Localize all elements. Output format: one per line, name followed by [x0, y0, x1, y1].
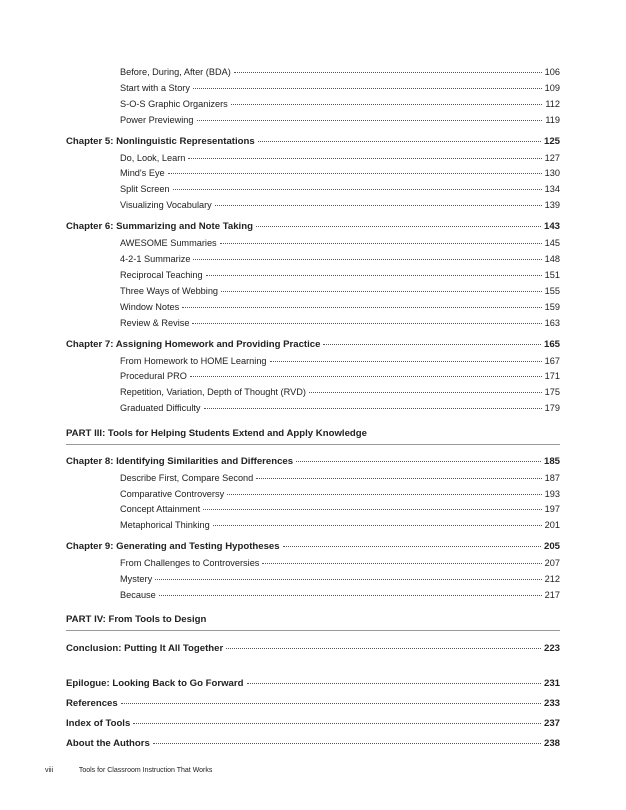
entry-page-number: 179: [544, 403, 560, 413]
toc-chapter-entry[interactable]: [66, 643, 560, 655]
toc-entry[interactable]: [120, 66, 560, 78]
part-heading: [66, 428, 560, 445]
dot-leader: [231, 104, 543, 105]
entry-title: Chapter 5: Nonlinguistic Representations: [66, 136, 255, 147]
dot-leader: [155, 579, 542, 580]
entry-page-number: 112: [545, 99, 560, 109]
entry-title: Three Ways of Webbing: [120, 286, 219, 296]
dot-leader: [227, 494, 541, 495]
dot-leader: [247, 683, 541, 684]
entry-title: AWESOME Summaries: [120, 238, 217, 248]
toc-entry[interactable]: [120, 285, 560, 297]
dot-leader: [203, 509, 541, 510]
part-divider: [66, 444, 560, 445]
entry-page-number: 145: [544, 238, 560, 248]
dot-leader: [215, 205, 542, 206]
entry-page-number: 167: [544, 356, 560, 366]
dot-leader: [296, 461, 541, 462]
toc-entry[interactable]: [120, 98, 560, 110]
toc-chapter-entry[interactable]: [66, 221, 560, 233]
entry-title: 4-2-1 Summarize: [120, 254, 191, 264]
dot-leader: [234, 72, 542, 73]
dot-leader: [204, 408, 542, 409]
dot-leader: [121, 703, 541, 704]
toc-entry[interactable]: [120, 557, 560, 569]
entry-title: Metaphorical Thinking: [120, 520, 210, 530]
dot-leader: [256, 478, 541, 479]
dot-leader: [133, 723, 541, 724]
dot-leader: [168, 173, 542, 174]
entry-page-number: 233: [543, 698, 560, 709]
dot-leader: [256, 226, 541, 227]
entry-page-number: 139: [544, 200, 560, 210]
entry-page-number: 127: [544, 153, 560, 163]
part-divider: [66, 630, 560, 631]
dot-leader: [173, 189, 542, 190]
toc-chapter-entry[interactable]: [66, 136, 560, 148]
dot-leader: [220, 243, 542, 244]
entry-title: Graduated Difficulty: [120, 403, 201, 413]
toc-chapter-entry[interactable]: [66, 698, 560, 710]
entry-title: Mind's Eye: [120, 168, 165, 178]
entry-title: Window Notes: [120, 302, 180, 312]
entry-title: Chapter 7: Assigning Homework and Providing Practice: [66, 339, 321, 350]
toc-entry[interactable]: [120, 488, 560, 500]
toc-chapter-entry[interactable]: [66, 718, 560, 730]
entry-page-number: 159: [544, 302, 560, 312]
entry-page-number: 237: [543, 718, 560, 729]
entry-page-number: 106: [544, 67, 560, 77]
entry-page-number: 201: [544, 520, 560, 530]
dot-leader: [188, 158, 541, 159]
entry-title: Start with a Story: [120, 83, 190, 93]
toc-entry[interactable]: [120, 82, 560, 94]
entry-title: Power Previewing: [120, 115, 194, 125]
toc-entry[interactable]: [120, 237, 560, 249]
dot-leader: [309, 392, 542, 393]
entry-page-number: 205: [543, 541, 560, 552]
toc-entry[interactable]: [120, 519, 560, 531]
entry-title: Do, Look, Learn: [120, 153, 186, 163]
entry-title: References: [66, 698, 118, 709]
dot-leader: [283, 546, 541, 547]
entry-title: Conclusion: Putting It All Together: [66, 643, 224, 654]
dot-leader: [197, 120, 543, 121]
entry-title: Chapter 9: Generating and Testing Hypotheses: [66, 541, 280, 552]
toc-entry[interactable]: [120, 589, 560, 601]
toc-entry[interactable]: [120, 167, 560, 179]
toc-chapter-entry[interactable]: [66, 339, 560, 351]
entry-title: From Challenges to Controversies: [120, 558, 260, 568]
entry-page-number: 109: [544, 83, 560, 93]
toc-chapter-entry[interactable]: [66, 678, 560, 690]
entry-page-number: 163: [544, 318, 560, 328]
toc-entry[interactable]: [120, 370, 560, 382]
entry-title: Reciprocal Teaching: [120, 270, 203, 280]
dot-leader: [213, 525, 542, 526]
entry-page-number: 212: [544, 574, 560, 584]
toc-entry[interactable]: [120, 114, 560, 126]
toc-entry[interactable]: [120, 301, 560, 313]
entry-page-number: 155: [544, 286, 560, 296]
dot-leader: [193, 259, 541, 260]
toc-chapter-entry[interactable]: [66, 738, 560, 750]
entry-page-number: 171: [544, 371, 560, 381]
entry-page-number: 185: [543, 456, 560, 467]
entry-title: About the Authors: [66, 738, 150, 749]
entry-title: Chapter 8: Identifying Similarities and Differences: [66, 456, 294, 467]
entry-title: Chapter 6: Summarizing and Note Taking: [66, 221, 253, 232]
toc-entry[interactable]: [120, 152, 560, 164]
entry-title: Epilogue: Looking Back to Go Forward: [66, 678, 244, 689]
entry-page-number: 119: [545, 115, 560, 125]
dot-leader: [192, 323, 541, 324]
toc-entry[interactable]: [120, 573, 560, 585]
entry-title: Because: [120, 590, 156, 600]
entry-title: Review & Revise: [120, 318, 190, 328]
entry-page-number: 197: [544, 504, 560, 514]
part-title: PART III: Tools for Helping Students Extend and Apply Knowledge: [66, 428, 367, 439]
toc-entry[interactable]: [120, 183, 560, 195]
toc-entry[interactable]: [120, 253, 560, 265]
dot-leader: [323, 344, 541, 345]
toc-entry[interactable]: [120, 269, 560, 281]
entry-page-number: 223: [543, 643, 560, 654]
entry-page-number: 151: [544, 270, 560, 280]
dot-leader: [221, 291, 542, 292]
dot-leader: [206, 275, 542, 276]
entry-title: Concept Attainment: [120, 504, 201, 514]
entry-page-number: 207: [544, 558, 560, 568]
entry-title: Procedural PRO: [120, 371, 187, 381]
dot-leader: [182, 307, 541, 308]
entry-title: Repetition, Variation, Depth of Thought (RVD): [120, 387, 306, 397]
page-number: viii: [45, 767, 54, 774]
running-title: Tools for Classroom Instruction That Works: [78, 767, 213, 774]
dot-leader: [258, 141, 541, 142]
entry-page-number: 187: [544, 473, 560, 483]
toc-entry[interactable]: [120, 402, 560, 414]
entry-page-number: 238: [543, 738, 560, 749]
dot-leader: [153, 743, 541, 744]
toc-entry[interactable]: [120, 472, 560, 484]
toc-chapter-entry[interactable]: [66, 541, 560, 553]
entry-title: Split Screen: [120, 184, 170, 194]
toc-entry[interactable]: [120, 386, 560, 398]
entry-title: Before, During, After (BDA): [120, 67, 231, 77]
entry-page-number: 217: [544, 590, 560, 600]
page-footer: [45, 767, 212, 774]
part-heading: [66, 614, 560, 631]
toc-entry[interactable]: [120, 355, 560, 367]
entry-page-number: 165: [543, 339, 560, 350]
dot-leader: [226, 648, 541, 649]
entry-page-number: 148: [544, 254, 560, 264]
toc-entry[interactable]: [120, 199, 560, 211]
entry-title: S-O-S Graphic Organizers: [120, 99, 228, 109]
dot-leader: [262, 563, 541, 564]
entry-page-number: 134: [544, 184, 560, 194]
part-title: PART IV: From Tools to Design: [66, 614, 207, 625]
entry-page-number: 175: [544, 387, 560, 397]
entry-title: Comparative Controversy: [120, 489, 225, 499]
toc-chapter-entry[interactable]: [66, 456, 560, 468]
dot-leader: [270, 361, 542, 362]
entry-page-number: 193: [544, 489, 560, 499]
dot-leader: [190, 376, 542, 377]
entry-title: Visualizing Vocabulary: [120, 200, 212, 210]
entry-page-number: 143: [543, 221, 560, 232]
entry-title: Describe First, Compare Second: [120, 473, 254, 483]
entry-title: From Homework to HOME Learning: [120, 356, 267, 366]
entry-page-number: 130: [544, 168, 560, 178]
entry-title: Index of Tools: [66, 718, 131, 729]
toc-entry[interactable]: [120, 503, 560, 515]
dot-leader: [159, 595, 542, 596]
entry-page-number: 231: [543, 678, 560, 689]
entry-page-number: 125: [543, 136, 560, 147]
toc-entry[interactable]: [120, 317, 560, 329]
dot-leader: [193, 88, 542, 89]
entry-title: Mystery: [120, 574, 153, 584]
